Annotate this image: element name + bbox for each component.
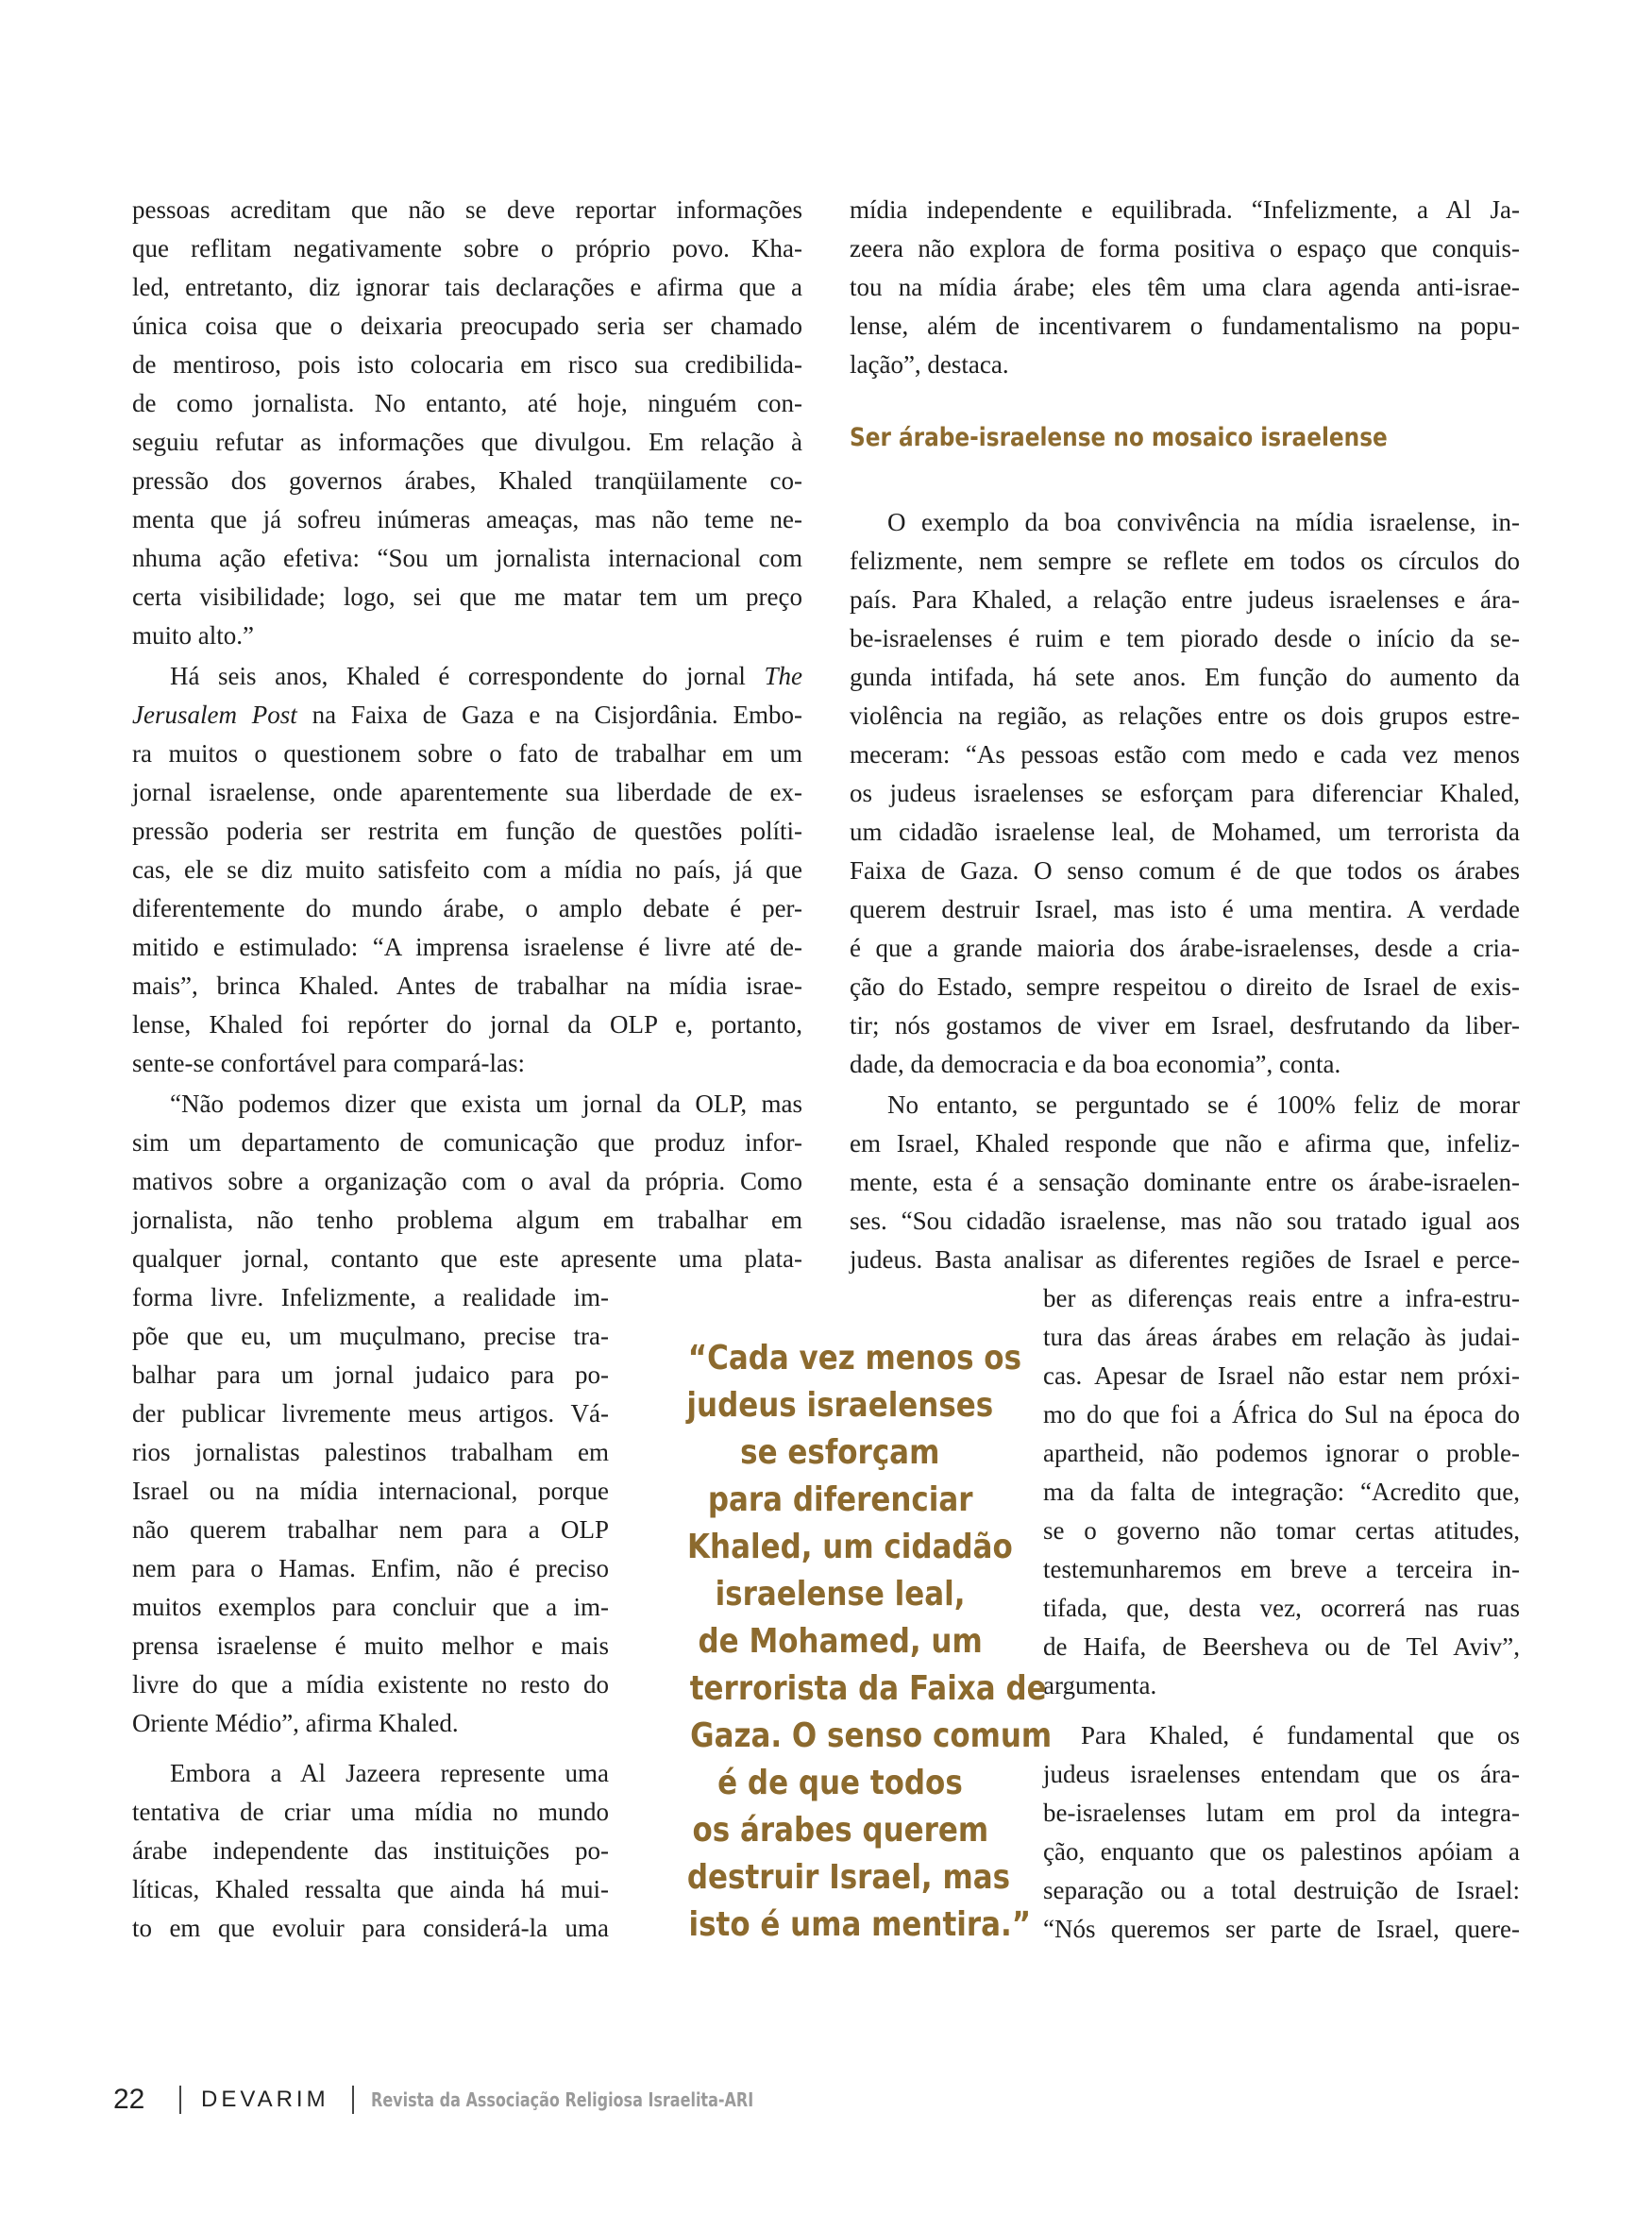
body-text-line: de como jornalista. No entanto, até hoje, ninguém con- — [132, 389, 802, 417]
pull-quote-line: de Mohamed, um — [698, 1622, 983, 1661]
body-text-line: argumenta. — [1043, 1671, 1157, 1699]
body-text-line: que reflitam negativamente sobre o próprio povo. Kha- — [132, 234, 802, 262]
pull-quote-line: os árabes querem — [692, 1811, 988, 1850]
body-text-line: mitido e estimulado: “A imprensa israelense é livre até de- — [132, 933, 802, 961]
body-text-segment: na Faixa de Gaza e na Cisjordânia. Embo- — [296, 701, 802, 729]
body-text-line: cas. Apesar de Israel não estar nem próxi- — [1043, 1361, 1520, 1390]
body-text-line: se o governo não tomar certas atitudes, — [1043, 1516, 1520, 1545]
body-text-line: to em que evoluir para considerá-la uma — [132, 1914, 609, 1942]
body-text-line: país. Para Khaled, a relação entre judeus israelenses e ára- — [850, 585, 1520, 614]
body-text-line: pressão poderia ser restrita em função de questões políti- — [132, 817, 802, 845]
body-text-line: muito alto.” — [132, 621, 254, 650]
magazine-subtitle: Revista da Associação Religiosa Israelita-ARI — [371, 2088, 754, 2111]
body-text-line: dade, da democracia e da boa economia”, conta. — [850, 1050, 1341, 1078]
body-text-line: lação”, destaca. — [850, 350, 1009, 379]
body-text-line: única coisa que o deixaria preocupado seria ser chamado — [132, 312, 802, 340]
body-text-line: querem destruir Israel, mas isto é uma mentira. A verdade — [850, 895, 1520, 923]
body-text-line: jornal israelense, onde aparentemente sua liberdade de ex- — [132, 778, 802, 806]
body-text-line: tou na mídia árabe; eles têm uma clara agenda anti-israe- — [850, 273, 1520, 301]
body-text-line: Israel ou na mídia internacional, porque — [132, 1477, 609, 1505]
body-text-line: seguiu refutar as informações que divulgou. Em relação à — [132, 428, 802, 456]
pull-quote-line: “Cada vez menos os — [687, 1339, 1021, 1377]
body-text-line: nem para o Hamas. Enfim, não é preciso — [132, 1554, 609, 1582]
body-text-line: jornalista, não tenho problema algum em trabalhar em — [132, 1206, 802, 1234]
body-text-line: mídia independente e equilibrada. “Infelizmente, a Al Ja- — [850, 195, 1520, 224]
body-text-line — [132, 696, 802, 735]
body-text-line: Oriente Médio”, afirma Khaled. — [132, 1709, 459, 1737]
body-text-line: led, entretanto, diz ignorar tais declarações e afirma que a — [132, 273, 802, 301]
body-text-line: árabe independente das instituições po- — [132, 1836, 609, 1865]
pull-quote-line: isto é uma mentira.” — [688, 1905, 1032, 1944]
body-text-line: forma livre. Infelizmente, a realidade im- — [132, 1283, 609, 1311]
body-text-line: sente-se confortável para compará-las: — [132, 1049, 526, 1077]
body-text-line: ção do Estado, sempre respeitou o direito de Israel de exis- — [850, 972, 1520, 1001]
body-text-line: mativos sobre a organização com o aval da própria. Como — [132, 1167, 802, 1195]
pull-quote-line: terrorista da Faixa de — [689, 1669, 1047, 1708]
body-text-line: não querem trabalhar nem para a OLP — [132, 1515, 609, 1544]
body-text-line: tir; nós gostamos de viver em Israel, desfrutando da liber- — [850, 1011, 1520, 1039]
body-text-line: tentativa de criar uma mídia no mundo — [132, 1798, 609, 1826]
body-text-line: Embora a Al Jazeera represente uma — [170, 1759, 609, 1787]
body-text-line: põe que eu, um muçulmano, precise tra- — [132, 1322, 609, 1350]
body-text-line: zeera não explora de forma positiva o espaço que conquis- — [850, 234, 1520, 262]
body-text-line: be-israelenses lutam em prol da integra- — [1043, 1799, 1520, 1827]
body-text-line: um cidadão israelense leal, de Mohamed, um terrorista da — [850, 818, 1520, 846]
body-text-line: judeus. Basta analisar as diferentes regiões de Israel e perce- — [850, 1245, 1520, 1274]
pull-quote-line: judeus israelenses — [686, 1386, 994, 1425]
body-text-line: lense, Khaled foi repórter do jornal da OLP e, portanto, — [132, 1010, 802, 1039]
body-text-line: pressão dos governos árabes, Khaled tranqüilamente co- — [132, 466, 802, 495]
body-text-line: O exemplo da boa convivência na mídia israelense, in- — [887, 508, 1520, 536]
body-text-line: mo do que foi a África do Sul na época do — [1043, 1400, 1520, 1428]
body-text-line: sim um departamento de comunicação que produz infor- — [132, 1128, 802, 1157]
body-text-line: ra muitos o questionem sobre o fato de trabalhar em um — [132, 739, 802, 768]
body-text-line: der publicar livremente meus artigos. Vá- — [132, 1399, 609, 1428]
body-text-line: ber as diferenças reais entre a infra-estru- — [1043, 1284, 1520, 1312]
body-text-line: prensa israelense é muito melhor e mais — [132, 1631, 609, 1660]
newspaper-name: The — [764, 662, 802, 690]
body-text-line: No entanto, se perguntado se é 100% feliz de morar — [887, 1090, 1520, 1119]
body-text-line: livre do que a mídia existente no resto do — [132, 1670, 609, 1699]
body-text-line: rios jornalistas palestinos trabalham em — [132, 1438, 609, 1466]
body-text-line: de mentiroso, pois isto colocaria em risco sua credibilida- — [132, 350, 802, 379]
footer-divider — [352, 2086, 354, 2114]
body-text-line: diferentemente do mundo árabe, o amplo debate é per- — [132, 894, 802, 922]
pull-quote-line: israelense leal, — [715, 1575, 966, 1614]
pull-quote-line: é de que todos — [717, 1764, 963, 1802]
body-text-line: ses. “Sou cidadão israelense, mas não sou tratado igual aos — [850, 1207, 1520, 1235]
section-heading: Ser árabe-israelense no mosaico israelense — [850, 423, 1388, 452]
body-text-line: menta que já sofreu inúmeras ameaças, mas não teme ne- — [132, 505, 802, 533]
body-text-line: líticas, Khaled ressalta que ainda há mui- — [132, 1875, 609, 1903]
body-text-segment: Há seis anos, Khaled é correspondente do jornal — [170, 662, 765, 690]
body-text-line: muitos exemplos para concluir que a im- — [132, 1593, 609, 1621]
body-text-line: testemunharemos em breve a terceira in- — [1043, 1555, 1520, 1583]
body-text-line: mais”, brinca Khaled. Antes de trabalhar na mídia israe- — [132, 972, 802, 1000]
pull-quote-line: Gaza. O senso comum — [690, 1716, 1053, 1755]
pull-quote-line: Khaled, um cidadão — [687, 1528, 1013, 1566]
body-text-line: é que a grande maioria dos árabe-israelenses, desde a cria- — [850, 934, 1520, 962]
body-text-line: nhuma ação efetiva: “Sou um jornalista internacional com — [132, 544, 802, 572]
body-text-line: separação ou a total destruição de Israel: — [1043, 1876, 1520, 1904]
body-text-line: be-israelenses é ruim e tem piorado desde o início da se- — [850, 624, 1520, 652]
body-text-line: Faixa de Gaza. O senso comum é de que todos os árabes — [850, 856, 1520, 885]
footer-divider — [179, 2086, 181, 2114]
body-text-line: felizmente, nem sempre se reflete em todos os círculos do — [850, 547, 1520, 575]
newspaper-name: Jerusalem Post — [132, 701, 297, 729]
body-text-line: ma da falta de integração: “Acredito que, — [1043, 1478, 1520, 1506]
body-text-line: “Nós queremos ser parte de Israel, quere- — [1043, 1915, 1520, 1943]
body-text-line: lense, além de incentivarem o fundamentalismo na popu- — [850, 312, 1520, 340]
pull-quote-line: se esforçam — [740, 1433, 940, 1472]
body-text-line: certa visibilidade; logo, sei que me matar tem um preço — [132, 583, 802, 611]
body-text-line: de Haifa, de Beersheva ou de Tel Aviv”, — [1043, 1632, 1520, 1661]
body-text-line: tifada, que, desta vez, ocorrerá nas ruas — [1043, 1594, 1520, 1622]
body-text-line: apartheid, não podemos ignorar o proble- — [1043, 1439, 1520, 1467]
body-text-line: ção, enquanto que os palestinos apóiam a — [1043, 1837, 1520, 1866]
body-text-line — [170, 657, 802, 696]
body-text-line: os judeus israelenses se esforçam para diferenciar Khaled, — [850, 779, 1520, 807]
body-text-line: Para Khaled, é fundamental que os — [1081, 1721, 1520, 1749]
body-text-line: mente, esta é a sensação dominante entre os árabe-israelen- — [850, 1168, 1520, 1196]
body-text-line: qualquer jornal, contanto que este apresente uma plata- — [132, 1244, 802, 1273]
pull-quote-line: destruir Israel, mas — [686, 1858, 1011, 1897]
body-text-line: “Não podemos dizer que exista um jornal da OLP, mas — [170, 1090, 802, 1118]
body-text-line: balhar para um jornal judaico para po- — [132, 1361, 609, 1389]
body-text-line: meceram: “As pessoas estão com medo e cada vez menos — [850, 740, 1520, 769]
body-text-line: pessoas acreditam que não se deve reportar informações — [132, 195, 802, 224]
magazine-name: DEVARIM — [201, 2087, 329, 2112]
body-text-line: judeus israelenses entendam que os ára- — [1043, 1760, 1520, 1788]
body-text-line: cas, ele se diz muito satisfeito com a mídia no país, já que — [132, 855, 802, 884]
body-text-line: violência na região, as relações entre os dois grupos estre- — [850, 701, 1520, 730]
pull-quote-line: para diferenciar — [707, 1480, 973, 1519]
body-text-line: em Israel, Khaled responde que não e afirma que, infeliz- — [850, 1129, 1520, 1158]
body-text-line: tura das áreas árabes em relação às judai- — [1043, 1323, 1520, 1351]
page-number: 22 — [113, 2084, 145, 2115]
body-text-line: gunda intifada, há sete anos. Em função do aumento da — [850, 663, 1520, 691]
